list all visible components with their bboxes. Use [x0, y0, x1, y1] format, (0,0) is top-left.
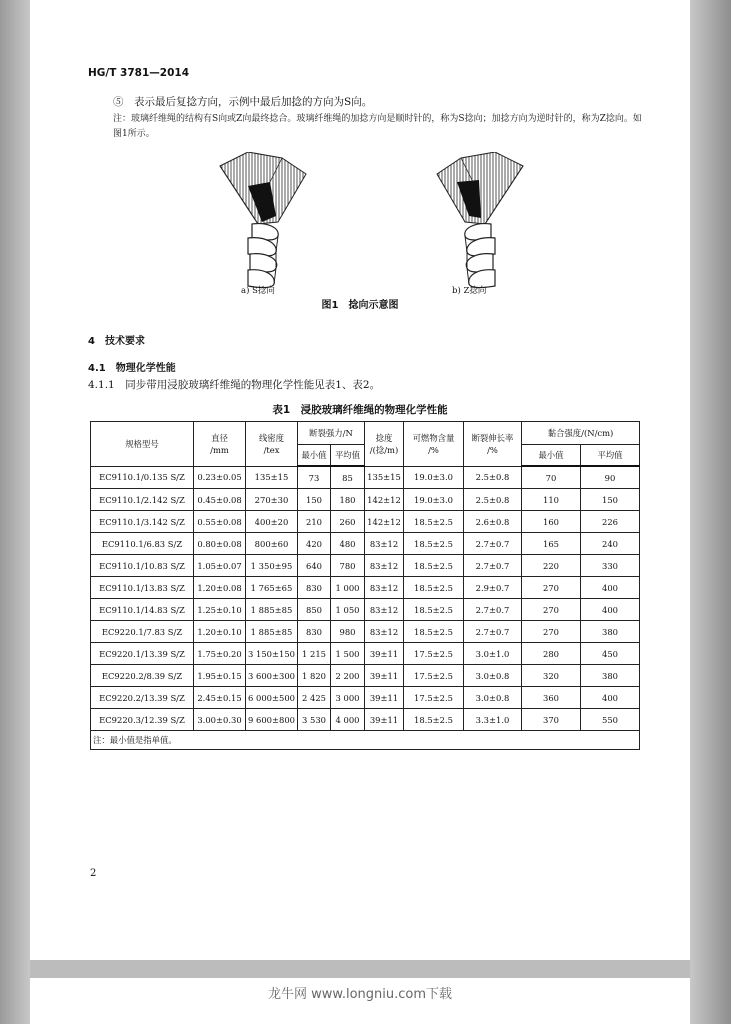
table-row: [91, 599, 640, 621]
table-cell-density: 1 350±95: [246, 555, 298, 577]
table-cell-bf-avg: 180: [331, 489, 365, 511]
table-cell-elong: 3.0±1.0: [464, 643, 522, 665]
page-number: 2: [90, 868, 97, 879]
download-watermark: 龙牛网 www.longniu.com下载: [30, 978, 690, 1024]
table-cell-comb: 18.5±2.5: [404, 533, 464, 555]
table-cell-comb: 18.5±2.5: [404, 709, 464, 731]
table-cell-ad-min: 270: [522, 599, 581, 621]
table-cell-elong: 3.0±0.8: [464, 665, 522, 687]
table-cell-comb: 18.5±2.5: [404, 511, 464, 533]
table-cell-diameter: 1.25±0.10: [194, 599, 246, 621]
table-cell-bf-min: 1 215: [298, 643, 331, 665]
table-cell-ad-min: 270: [522, 577, 581, 599]
header-twist: 捻度 /(捻/m): [365, 422, 404, 467]
table-cell-model: EC9220.3/12.39 S/Z: [91, 709, 194, 731]
table-cell-diameter: 0.55±0.08: [194, 511, 246, 533]
table-cell-bf-min: 420: [298, 533, 331, 555]
table-cell-ad-min: 160: [522, 511, 581, 533]
table-cell-ad-min: 360: [522, 687, 581, 709]
table-cell-model: EC9110.1/6.83 S/Z: [91, 533, 194, 555]
table-cell-twist: 39±11: [365, 665, 404, 687]
table-cell-bf-min: 2 425: [298, 687, 331, 709]
table-cell-elong: 2.5±0.8: [464, 466, 522, 489]
table-cell-model: EC9110.1/2.142 S/Z: [91, 489, 194, 511]
table-row: [91, 511, 640, 533]
table-cell-density: 6 000±500: [246, 687, 298, 709]
note-paragraph: 注：玻璃纤维绳的结构有S向或Z向最终捻合。玻璃纤维绳的加捻方向是顺时针的，称为S捻向；加捻方向为逆时针的，称为Z捻向。如图1所示。: [113, 114, 642, 139]
table-cell-bf-min: 830: [298, 621, 331, 643]
table-cell-twist: 83±12: [365, 621, 404, 643]
header-adhesion: 黏合强度/(N/cm): [522, 422, 640, 445]
table-cell-ad-avg: 400: [581, 577, 640, 599]
table-note: 注：最小值是指单值。: [91, 731, 640, 750]
legend-item: ⑤ 表示最后复捻方向，示例中最后加捻的方向为S向。: [113, 96, 373, 108]
table-cell-elong: 2.6±0.8: [464, 511, 522, 533]
table-title: 表1 浸胶玻璃纤维绳的物理化学性能: [272, 404, 448, 416]
table-cell-comb: 18.5±2.5: [404, 577, 464, 599]
table-cell-elong: 3.3±1.0: [464, 709, 522, 731]
table-row: [91, 555, 640, 577]
table-cell-bf-avg: 85: [331, 466, 365, 489]
table-row: [91, 621, 640, 643]
table-cell-twist: 83±12: [365, 599, 404, 621]
table-cell-density: 9 600±800: [246, 709, 298, 731]
table-cell-comb: 18.5±2.5: [404, 599, 464, 621]
table-cell-comb: 17.5±2.5: [404, 665, 464, 687]
table-cell-bf-min: 150: [298, 489, 331, 511]
table-cell-comb: 19.0±3.0: [404, 466, 464, 489]
table-cell-twist: 83±12: [365, 577, 404, 599]
table-cell-ad-avg: 240: [581, 533, 640, 555]
table-cell-model: EC9110.1/13.83 S/Z: [91, 577, 194, 599]
table-cell-bf-avg: 3 000: [331, 687, 365, 709]
table-cell-ad-min: 70: [522, 466, 581, 489]
table-cell-ad-avg: 550: [581, 709, 640, 731]
table-cell-bf-min: 640: [298, 555, 331, 577]
table-cell-twist: 83±12: [365, 533, 404, 555]
viewer-left-edge: [0, 0, 30, 1024]
table-cell-density: 3 150±150: [246, 643, 298, 665]
table-cell-twist: 39±11: [365, 687, 404, 709]
clause-text: 4.1.1 同步带用浸胶玻璃纤维绳的物理化学性能见表1、表2。: [88, 379, 381, 391]
header-ad-min: 最小值: [522, 445, 581, 467]
table-cell-density: 1 765±65: [246, 577, 298, 599]
table-cell-elong: 2.7±0.7: [464, 599, 522, 621]
table-cell-bf-min: 850: [298, 599, 331, 621]
header-ad-avg: 平均值: [581, 445, 640, 467]
subsection-heading: 4.1 物理化学性能: [88, 363, 176, 374]
table-cell-density: 1 885±85: [246, 599, 298, 621]
table-cell-comb: 17.5±2.5: [404, 643, 464, 665]
table-cell-model: EC9110.1/10.83 S/Z: [91, 555, 194, 577]
viewer-right-edge: [690, 0, 731, 1024]
table-cell-density: 800±60: [246, 533, 298, 555]
table-row: [91, 466, 640, 489]
table-cell-diameter: 3.00±0.30: [194, 709, 246, 731]
table-cell-elong: 2.7±0.7: [464, 533, 522, 555]
table-row: [91, 643, 640, 665]
table-cell-diameter: 1.20±0.08: [194, 577, 246, 599]
table-cell-ad-min: 165: [522, 533, 581, 555]
table-cell-bf-avg: 1 000: [331, 577, 365, 599]
figure-title: 图1 捻向示意图: [321, 300, 399, 311]
table-cell-ad-min: 280: [522, 643, 581, 665]
page-header: HG/T 3781—2014: [88, 67, 190, 79]
table-cell-comb: 19.0±3.0: [404, 489, 464, 511]
table-cell-ad-min: 220: [522, 555, 581, 577]
table-cell-ad-avg: 380: [581, 665, 640, 687]
table-cell-diameter: 2.45±0.15: [194, 687, 246, 709]
table-cell-diameter: 0.45±0.08: [194, 489, 246, 511]
table-cell-model: EC9220.2/13.39 S/Z: [91, 687, 194, 709]
table-row: [91, 709, 640, 731]
table-cell-diameter: 1.20±0.10: [194, 621, 246, 643]
figure-caption-z: b) Z捻向: [452, 286, 487, 296]
table-cell-bf-avg: 980: [331, 621, 365, 643]
header-bf-min: 最小值: [298, 445, 331, 467]
z-twist-illustration: [435, 152, 525, 290]
header-break-force: 断裂强力/N: [298, 422, 365, 445]
header-combustible: 可燃物含量 /%: [404, 422, 464, 467]
table-cell-elong: 2.7±0.7: [464, 621, 522, 643]
table-cell-density: 135±15: [246, 466, 298, 489]
table-cell-density: 270±30: [246, 489, 298, 511]
header-bf-avg: 平均值: [331, 445, 365, 467]
table-cell-elong: 2.5±0.8: [464, 489, 522, 511]
table-cell-diameter: 0.80±0.08: [194, 533, 246, 555]
properties-table: [90, 421, 640, 750]
table-cell-diameter: 1.05±0.07: [194, 555, 246, 577]
table-cell-ad-avg: 90: [581, 466, 640, 489]
table-row: [91, 533, 640, 555]
table-cell-bf-avg: 780: [331, 555, 365, 577]
table-cell-twist: 39±11: [365, 709, 404, 731]
table-cell-diameter: 1.75±0.20: [194, 643, 246, 665]
table-row: [91, 489, 640, 511]
table-cell-comb: 17.5±2.5: [404, 687, 464, 709]
table-cell-ad-min: 320: [522, 665, 581, 687]
table-cell-elong: 2.7±0.7: [464, 555, 522, 577]
table-cell-model: EC9110.1/0.135 S/Z: [91, 466, 194, 489]
table-cell-twist: 142±12: [365, 489, 404, 511]
table-cell-density: 3 600±300: [246, 665, 298, 687]
table-cell-ad-avg: 400: [581, 687, 640, 709]
table-cell-model: EC9220.2/8.39 S/Z: [91, 665, 194, 687]
table-cell-comb: 18.5±2.5: [404, 621, 464, 643]
table-cell-density: 1 885±85: [246, 621, 298, 643]
table-cell-model: EC9110.1/14.83 S/Z: [91, 599, 194, 621]
header-diameter: 直径 /mm: [194, 422, 246, 467]
table-cell-bf-min: 830: [298, 577, 331, 599]
table-cell-ad-min: 110: [522, 489, 581, 511]
table-cell-twist: 142±12: [365, 511, 404, 533]
table-cell-diameter: 0.23±0.05: [194, 466, 246, 489]
table-cell-twist: 135±15: [365, 466, 404, 489]
table-cell-diameter: 1.95±0.15: [194, 665, 246, 687]
table-cell-model: EC9220.1/7.83 S/Z: [91, 621, 194, 643]
table-row: [91, 577, 640, 599]
header-density: 线密度 /tex: [246, 422, 298, 467]
table-cell-bf-min: 3 530: [298, 709, 331, 731]
table-cell-ad-avg: 226: [581, 511, 640, 533]
table-row: [91, 665, 640, 687]
table-cell-elong: 2.9±0.7: [464, 577, 522, 599]
table-cell-ad-avg: 380: [581, 621, 640, 643]
table-cell-ad-avg: 400: [581, 599, 640, 621]
table-cell-ad-avg: 150: [581, 489, 640, 511]
header-model: 规格型号: [91, 422, 194, 467]
table-cell-bf-avg: 2 200: [331, 665, 365, 687]
table-cell-bf-min: 73: [298, 466, 331, 489]
table-cell-model: EC9110.1/3.142 S/Z: [91, 511, 194, 533]
table-cell-bf-avg: 4 000: [331, 709, 365, 731]
table-cell-bf-avg: 480: [331, 533, 365, 555]
table-cell-density: 400±20: [246, 511, 298, 533]
table-cell-model: EC9220.1/13.39 S/Z: [91, 643, 194, 665]
table-cell-bf-min: 210: [298, 511, 331, 533]
table-cell-ad-avg: 450: [581, 643, 640, 665]
table-cell-bf-avg: 1 050: [331, 599, 365, 621]
table-cell-bf-min: 1 820: [298, 665, 331, 687]
table-cell-bf-avg: 1 500: [331, 643, 365, 665]
header-elongation: 断裂伸长率 /%: [464, 422, 522, 467]
table-cell-elong: 3.0±0.8: [464, 687, 522, 709]
table-cell-comb: 18.5±2.5: [404, 555, 464, 577]
figure-caption-s: a) S捻向: [241, 286, 275, 296]
table-cell-ad-avg: 330: [581, 555, 640, 577]
table-cell-twist: 39±11: [365, 643, 404, 665]
table-cell-twist: 83±12: [365, 555, 404, 577]
table-cell-ad-min: 370: [522, 709, 581, 731]
s-twist-illustration: [218, 152, 308, 290]
table-row: [91, 687, 640, 709]
table-cell-ad-min: 270: [522, 621, 581, 643]
document-page: [30, 0, 690, 960]
section-heading: 4 技术要求: [88, 336, 145, 347]
table-cell-bf-avg: 260: [331, 511, 365, 533]
